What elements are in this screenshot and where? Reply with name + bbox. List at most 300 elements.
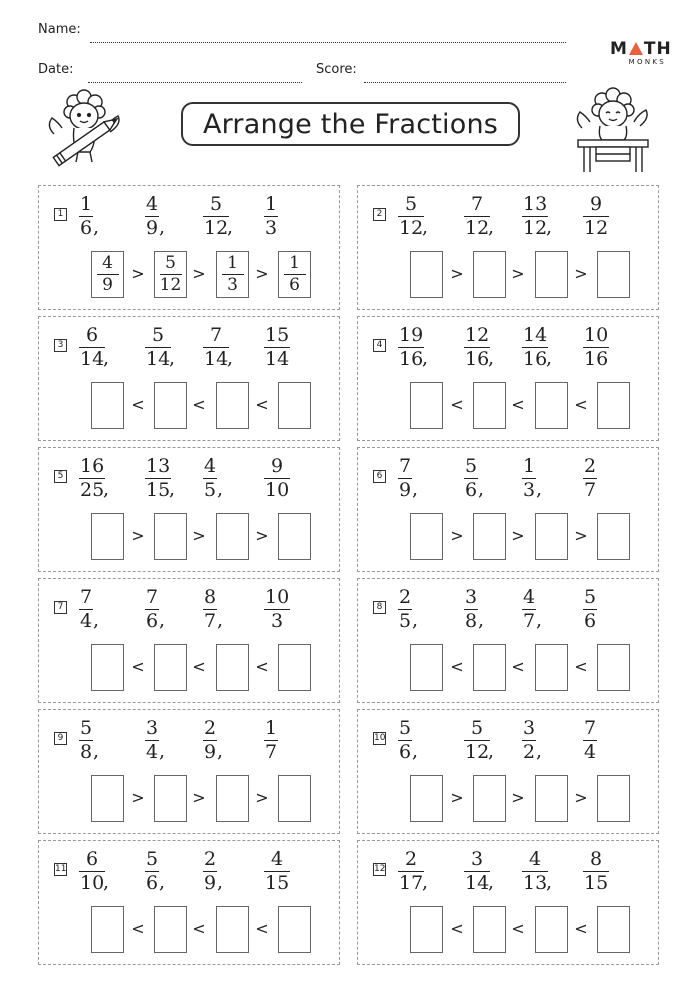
fraction-numerator: 5 (465, 455, 478, 477)
fraction-denominator: 15 (146, 479, 171, 501)
answer-box[interactable] (216, 775, 249, 822)
fraction-separator: , (488, 347, 495, 369)
fraction-numerator: 4 (146, 193, 159, 215)
fraction-numerator: 5 (80, 717, 93, 739)
answer-box[interactable] (535, 513, 568, 560)
less-than-symbol: < (511, 919, 525, 938)
greater-than-symbol: > (511, 526, 525, 545)
less-than-symbol: < (450, 919, 464, 938)
problem-number: 2 (373, 208, 386, 221)
fraction-separator: , (412, 609, 419, 631)
less-than-symbol: < (192, 395, 206, 414)
logo-text-m: M (610, 39, 628, 59)
given-fraction (398, 194, 424, 239)
fraction-separator: , (217, 478, 224, 500)
answer-numerator: 1 (227, 253, 238, 273)
fraction-separator: , (478, 609, 485, 631)
fraction-denominator: 10 (265, 479, 290, 501)
fraction-numerator: 3 (471, 848, 484, 870)
fraction-denominator: 8 (465, 610, 478, 632)
greater-than-symbol: > (450, 526, 464, 545)
problem-card (357, 316, 659, 441)
answer-box[interactable] (278, 906, 311, 953)
problem-card (357, 578, 659, 703)
fraction-denominator: 25 (80, 479, 105, 501)
less-than-symbol: < (511, 657, 525, 676)
answer-box[interactable] (91, 382, 124, 429)
answer-box[interactable] (410, 906, 443, 953)
page-title: Arrange the Fractions (202, 108, 499, 140)
problem-card (38, 578, 340, 703)
fraction-separator: , (488, 216, 495, 238)
fraction-denominator: 12 (399, 217, 424, 239)
less-than-symbol: < (131, 657, 145, 676)
fraction-separator: , (159, 609, 166, 631)
fraction-denominator: 5 (399, 610, 412, 632)
answer-denominator: 3 (227, 275, 238, 295)
answer-box[interactable] (154, 906, 187, 953)
problem-card (357, 840, 659, 965)
answer-box[interactable] (410, 382, 443, 429)
answer-box[interactable] (154, 644, 187, 691)
fraction-numerator: 3 (523, 717, 536, 739)
given-fraction (398, 587, 412, 632)
fraction-separator: , (488, 740, 495, 762)
given-fraction (145, 718, 159, 763)
given-fraction (583, 587, 597, 632)
fraction-numerator: 5 (584, 586, 597, 608)
fraction-denominator: 6 (399, 741, 412, 763)
problem-number: 1 (54, 208, 67, 221)
fraction-numerator: 13 (523, 193, 548, 215)
answer-box[interactable] (91, 251, 124, 298)
given-fraction (145, 325, 171, 370)
answer-box[interactable] (535, 775, 568, 822)
fraction-separator: , (159, 740, 166, 762)
answer-box[interactable] (410, 775, 443, 822)
answer-box[interactable] (473, 906, 506, 953)
fraction-denominator: 9 (204, 872, 217, 894)
fraction-separator: , (536, 478, 543, 500)
less-than-symbol: < (192, 657, 206, 676)
answer-box[interactable] (91, 513, 124, 560)
given-fraction (264, 718, 278, 763)
greater-than-symbol: > (450, 788, 464, 807)
fraction-numerator: 4 (271, 848, 284, 870)
fraction-numerator: 3 (146, 717, 159, 739)
problem-card (38, 709, 340, 834)
fraction-numerator: 1 (265, 717, 278, 739)
greater-than-symbol: > (255, 264, 269, 283)
fraction-separator: , (488, 871, 495, 893)
fraction-denominator: 4 (146, 741, 159, 763)
fraction-denominator: 12 (465, 217, 490, 239)
fraction-separator: , (478, 478, 485, 500)
logo-triangle-icon (629, 42, 643, 55)
fraction-denominator: 5 (204, 479, 217, 501)
score-field[interactable] (364, 82, 566, 83)
given-fraction (203, 587, 217, 632)
problem-card (357, 185, 659, 310)
given-fraction (203, 718, 217, 763)
answer-box[interactable] (154, 513, 187, 560)
fraction-denominator: 15 (584, 872, 609, 894)
fraction-separator: , (93, 216, 100, 238)
greater-than-symbol: > (574, 264, 588, 283)
fraction-separator: , (217, 871, 224, 893)
less-than-symbol: < (255, 395, 269, 414)
fraction-numerator: 10 (584, 324, 609, 346)
answer-box[interactable] (410, 251, 443, 298)
cherub-with-pencil-icon (44, 86, 130, 168)
fraction-separator: , (546, 216, 553, 238)
answer-box[interactable] (473, 382, 506, 429)
fraction-denominator: 14 (465, 872, 490, 894)
fraction-numerator: 7 (80, 586, 93, 608)
fraction-denominator: 14 (204, 348, 229, 370)
fraction-denominator: 16 (584, 348, 609, 370)
fraction-denominator: 3 (271, 610, 284, 632)
problem-card (38, 316, 340, 441)
fraction-numerator: 2 (405, 848, 418, 870)
given-fraction (522, 718, 536, 763)
fraction-separator: , (546, 871, 553, 893)
fraction-separator: , (536, 609, 543, 631)
fraction-denominator: 3 (265, 217, 278, 239)
answer-box[interactable] (91, 775, 124, 822)
fraction-separator: , (93, 740, 100, 762)
fraction-denominator: 15 (265, 872, 290, 894)
less-than-symbol: < (450, 657, 464, 676)
greater-than-symbol: > (192, 788, 206, 807)
greater-than-symbol: > (255, 526, 269, 545)
given-fraction (583, 194, 609, 239)
fraction-denominator: 6 (80, 217, 93, 239)
fraction-separator: , (412, 478, 419, 500)
given-fraction (145, 587, 159, 632)
less-than-symbol: < (574, 657, 588, 676)
fraction-numerator: 14 (523, 324, 548, 346)
answer-box[interactable] (154, 382, 187, 429)
fraction-numerator: 2 (399, 586, 412, 608)
fraction-numerator: 5 (471, 717, 484, 739)
answer-numerator: 1 (289, 253, 300, 273)
given-fraction (398, 325, 424, 370)
given-fraction (464, 456, 478, 501)
fraction-numerator: 3 (465, 586, 478, 608)
answer-box[interactable] (597, 775, 630, 822)
fraction-numerator: 6 (86, 848, 99, 870)
answer-box[interactable] (473, 775, 506, 822)
greater-than-symbol: > (574, 526, 588, 545)
problem-card (357, 709, 659, 834)
answer-box[interactable] (216, 251, 249, 298)
fraction-denominator: 16 (399, 348, 424, 370)
fraction-denominator: 7 (584, 479, 597, 501)
given-fraction (264, 325, 290, 370)
fraction-numerator: 15 (265, 324, 290, 346)
given-fraction (145, 194, 159, 239)
given-fraction (145, 849, 159, 894)
problem-card (357, 447, 659, 572)
problem-number: 5 (54, 470, 67, 483)
problem-number: 6 (373, 470, 386, 483)
fraction-numerator: 7 (210, 324, 223, 346)
fraction-denominator: 6 (465, 479, 478, 501)
date-label: Date: (38, 62, 74, 77)
given-fraction (203, 456, 217, 501)
less-than-symbol: < (450, 395, 464, 414)
answer-box[interactable] (216, 513, 249, 560)
given-fraction (203, 194, 229, 239)
problem-number: 9 (54, 732, 67, 745)
fraction-denominator: 9 (146, 217, 159, 239)
greater-than-symbol: > (511, 788, 525, 807)
less-than-symbol: < (131, 919, 145, 938)
fraction-numerator: 19 (399, 324, 424, 346)
title-banner (181, 102, 520, 146)
answer-box[interactable] (91, 644, 124, 691)
answer-box[interactable] (473, 644, 506, 691)
fraction-separator: , (93, 609, 100, 631)
fraction-denominator: 10 (80, 872, 105, 894)
fraction-numerator: 13 (146, 455, 171, 477)
greater-than-symbol: > (255, 788, 269, 807)
given-fraction (79, 194, 93, 239)
answer-box[interactable] (473, 251, 506, 298)
fraction-numerator: 12 (465, 324, 490, 346)
fraction-numerator: 5 (210, 193, 223, 215)
answer-box[interactable] (278, 513, 311, 560)
fraction-denominator: 12 (584, 217, 609, 239)
fraction-numerator: 8 (204, 586, 217, 608)
given-fraction (203, 849, 217, 894)
less-than-symbol: < (511, 395, 525, 414)
fraction-numerator: 1 (523, 455, 536, 477)
less-than-symbol: < (131, 395, 145, 414)
answer-box[interactable] (535, 251, 568, 298)
fraction-denominator: 3 (523, 479, 536, 501)
fraction-denominator: 12 (523, 217, 548, 239)
answer-box[interactable] (278, 382, 311, 429)
fraction-numerator: 1 (80, 193, 93, 215)
answer-box[interactable] (216, 382, 249, 429)
given-fraction (264, 194, 278, 239)
answer-box[interactable] (473, 513, 506, 560)
problem-card (38, 185, 340, 310)
fraction-separator: , (536, 740, 543, 762)
greater-than-symbol: > (511, 264, 525, 283)
problem-number: 11 (55, 864, 67, 874)
problem-number: 10 (374, 733, 386, 743)
fraction-numerator: 8 (590, 848, 603, 870)
given-fraction (583, 325, 609, 370)
fraction-separator: , (422, 347, 429, 369)
given-fraction (264, 849, 290, 894)
name-label: Name: (38, 22, 81, 37)
greater-than-symbol: > (192, 264, 206, 283)
given-fraction (583, 456, 597, 501)
fraction-numerator: 5 (146, 848, 159, 870)
math-monks-logo (610, 41, 674, 67)
fraction-separator: , (169, 478, 176, 500)
given-fraction (79, 587, 93, 632)
fraction-separator: , (217, 609, 224, 631)
answer-box[interactable] (410, 644, 443, 691)
fraction-numerator: 7 (399, 455, 412, 477)
given-fraction (522, 587, 536, 632)
problem-number: 7 (54, 601, 67, 614)
fraction-denominator: 4 (80, 610, 93, 632)
answer-box[interactable] (216, 644, 249, 691)
fraction-numerator: 5 (405, 193, 418, 215)
fraction-numerator: 5 (152, 324, 165, 346)
fraction-numerator: 2 (204, 848, 217, 870)
fraction-separator: , (103, 478, 110, 500)
answer-box[interactable] (597, 906, 630, 953)
fraction-denominator: 7 (265, 741, 278, 763)
fraction-separator: , (159, 216, 166, 238)
answer-box[interactable] (597, 644, 630, 691)
given-fraction (398, 718, 412, 763)
answer-numerator: 4 (102, 253, 113, 273)
answer-box[interactable] (278, 775, 311, 822)
answer-box[interactable] (597, 513, 630, 560)
given-fraction (79, 718, 93, 763)
answer-box[interactable] (535, 906, 568, 953)
fraction-denominator: 6 (146, 610, 159, 632)
fraction-numerator: 1 (265, 193, 278, 215)
answer-box[interactable] (535, 644, 568, 691)
less-than-symbol: < (574, 919, 588, 938)
fraction-separator: , (422, 871, 429, 893)
answer-box[interactable] (597, 251, 630, 298)
fraction-numerator: 2 (204, 717, 217, 739)
fraction-denominator: 4 (584, 741, 597, 763)
less-than-symbol: < (574, 395, 588, 414)
fraction-separator: , (227, 216, 234, 238)
less-than-symbol: < (255, 919, 269, 938)
fraction-numerator: 4 (204, 455, 217, 477)
answer-box[interactable] (216, 906, 249, 953)
given-fraction (145, 456, 171, 501)
fraction-denominator: 8 (80, 741, 93, 763)
fraction-numerator: 4 (529, 848, 542, 870)
cherub-at-desk-icon (570, 86, 656, 176)
problem-number: 8 (373, 601, 386, 614)
given-fraction (79, 849, 105, 894)
fraction-separator: , (546, 347, 553, 369)
problem-card (38, 840, 340, 965)
given-fraction (264, 456, 290, 501)
given-fraction (583, 849, 609, 894)
fraction-denominator: 9 (399, 479, 412, 501)
fraction-numerator: 16 (80, 455, 105, 477)
answer-box[interactable] (535, 382, 568, 429)
logo-text-th: TH (643, 39, 672, 59)
given-fraction (522, 456, 536, 501)
fraction-separator: , (412, 740, 419, 762)
given-fraction (79, 325, 105, 370)
answer-box[interactable] (278, 251, 311, 298)
fraction-denominator: 7 (204, 610, 217, 632)
answer-box[interactable] (154, 251, 187, 298)
given-fraction (583, 718, 597, 763)
fraction-separator: , (169, 347, 176, 369)
answer-denominator: 6 (289, 275, 300, 295)
answer-box[interactable] (91, 906, 124, 953)
fraction-numerator: 10 (265, 586, 290, 608)
given-fraction (464, 718, 490, 763)
greater-than-symbol: > (192, 526, 206, 545)
given-fraction (464, 194, 490, 239)
fraction-numerator: 2 (584, 455, 597, 477)
given-fraction (522, 194, 548, 239)
fraction-separator: , (227, 347, 234, 369)
fraction-denominator: 6 (584, 610, 597, 632)
fraction-denominator: 6 (146, 872, 159, 894)
name-field[interactable] (90, 42, 566, 43)
fraction-denominator: 12 (204, 217, 229, 239)
date-field[interactable] (88, 82, 302, 83)
fraction-denominator: 14 (80, 348, 105, 370)
problem-number: 4 (373, 339, 386, 352)
fraction-separator: , (217, 740, 224, 762)
given-fraction (464, 587, 478, 632)
answer-denominator: 12 (159, 275, 182, 295)
fraction-denominator: 14 (146, 348, 171, 370)
fraction-denominator: 12 (465, 741, 490, 763)
fraction-numerator: 7 (584, 717, 597, 739)
fraction-numerator: 7 (146, 586, 159, 608)
greater-than-symbol: > (450, 264, 464, 283)
fraction-denominator: 17 (399, 872, 424, 894)
fraction-denominator: 7 (523, 610, 536, 632)
fraction-denominator: 14 (265, 348, 290, 370)
given-fraction (522, 849, 548, 894)
problem-number: 12 (374, 864, 386, 874)
fraction-denominator: 2 (523, 741, 536, 763)
answer-numerator: 5 (165, 253, 176, 273)
fraction-denominator: 16 (523, 348, 548, 370)
given-fraction (203, 325, 229, 370)
given-fraction (464, 849, 490, 894)
fraction-numerator: 4 (523, 586, 536, 608)
fraction-numerator: 6 (86, 324, 99, 346)
answer-denominator: 9 (102, 275, 113, 295)
problem-card (38, 447, 340, 572)
given-fraction (398, 849, 424, 894)
fraction-separator: , (103, 871, 110, 893)
logo-subtext: MONKS (628, 58, 666, 66)
answer-box[interactable] (410, 513, 443, 560)
less-than-symbol: < (255, 657, 269, 676)
answer-box[interactable] (597, 382, 630, 429)
fraction-denominator: 9 (204, 741, 217, 763)
answer-box[interactable] (154, 775, 187, 822)
given-fraction (522, 325, 548, 370)
problem-number: 3 (54, 339, 67, 352)
greater-than-symbol: > (131, 526, 145, 545)
fraction-numerator: 5 (399, 717, 412, 739)
fraction-separator: , (159, 871, 166, 893)
greater-than-symbol: > (131, 788, 145, 807)
answer-box[interactable] (278, 644, 311, 691)
fraction-numerator: 9 (271, 455, 284, 477)
less-than-symbol: < (192, 919, 206, 938)
given-fraction (79, 456, 105, 501)
fraction-denominator: 13 (523, 872, 548, 894)
